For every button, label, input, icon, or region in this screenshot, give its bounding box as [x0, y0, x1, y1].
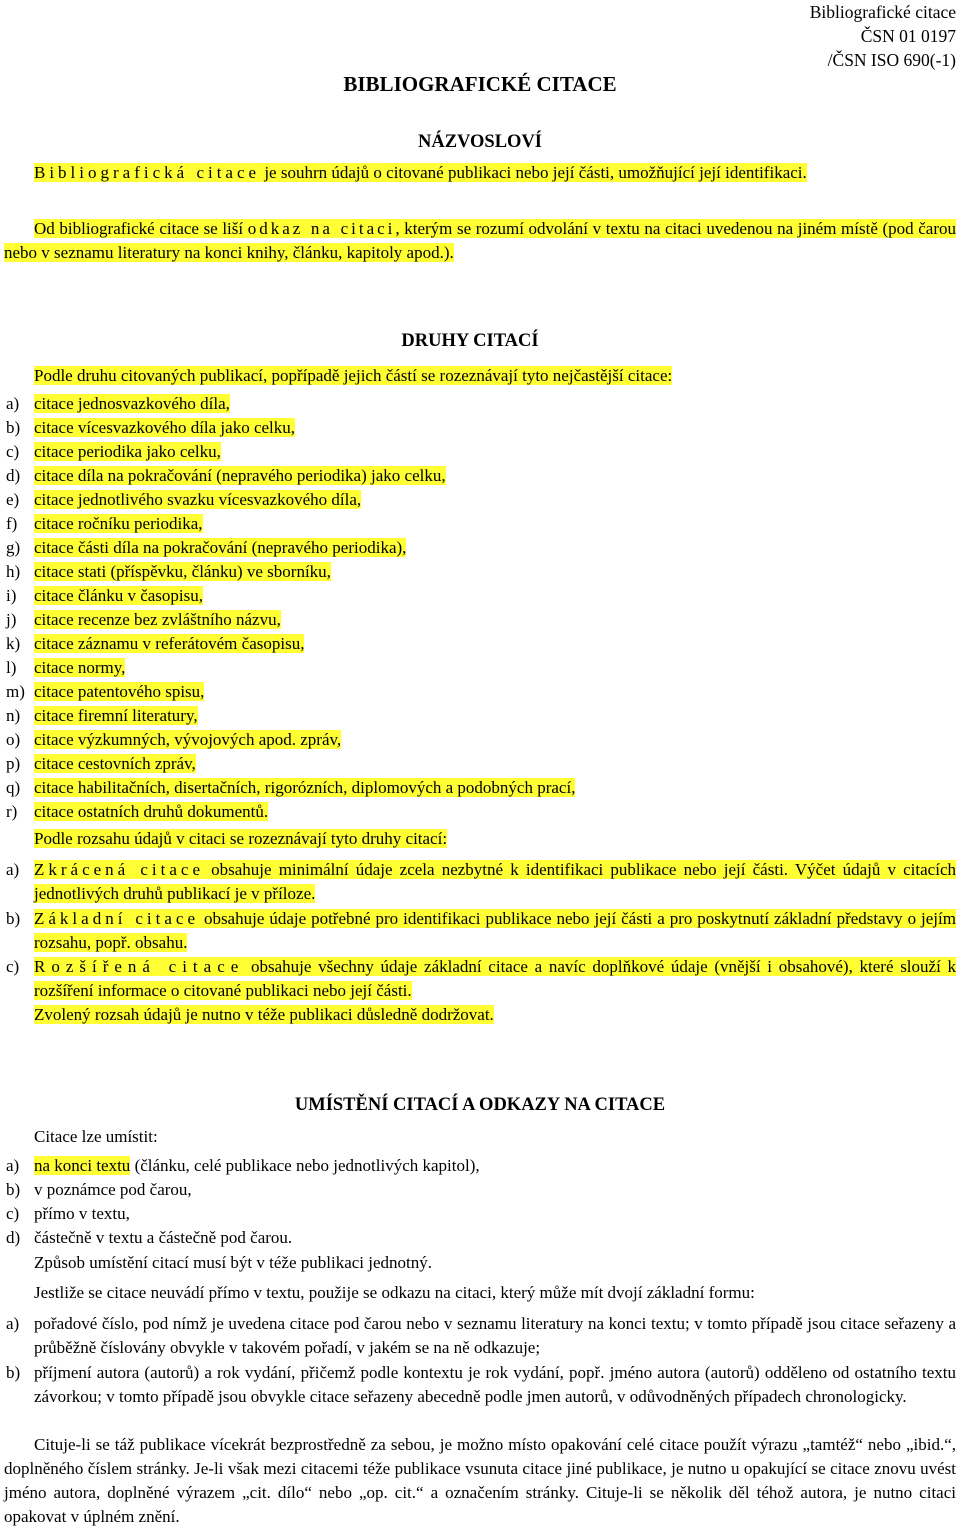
rozsah-item-rozsirena: c) Rozšířená citace obsahuje všechny údaje základní citace a navíc doplňkové údaje (vnější i obsahové), které slouží k rozšíření informace o citované publikaci nebo její části. — [6, 957, 956, 1000]
list-item: i) citace článku v časopisu, — [6, 586, 203, 605]
list-item: f) citace ročníku periodika, — [6, 514, 203, 533]
document-title: BIBLIOGRAFICKÉ CITACE — [343, 72, 617, 96]
term-zakladni-citace: Základní citace — [34, 909, 199, 928]
definition-paragraph — [4, 161, 956, 185]
final-paragraph: Cituje-li se táž publikace vícekrát bezprostředně za sebou, je možno místo opakování celé citace použít výrazu „tamtéž“ nebo „ibid.“, doplněného číslem stránky. Je-li však mezi citacemi téže publikace vsunuta citace jiné publikace, je nutno u opakující se citace znovu uvést jméno autora, doplněné výrazem „cit. dílo“ nebo „op. cit.“ a označením stránky. Cituje-li se několik děl téhož autora, je nutno citaci opakovat v úplném znění. — [4, 1435, 956, 1526]
list-item: d) citace díla na pokračování (nepravého periodika) jako celku, — [6, 466, 446, 485]
list-item: a) citace jednosvazkového díla, — [6, 394, 230, 413]
list-item: r) citace ostatních druhů dokumentů. — [6, 802, 269, 821]
definition-text: je souhrn údajů o citované publikaci nebo její části, umožňující její identifikaci. — [260, 163, 807, 182]
rozsah-intro: Podle rozsahu údajů v citaci se rozeznávají tyto druhy citací: — [34, 829, 448, 848]
list-item: e) citace jednotlivého svazku vícesvazkového díla, — [6, 490, 362, 509]
list-item: n) citace firemní literatury, — [6, 706, 198, 725]
list-item: a) na konci textu (článku, celé publikace nebo jednotlivých kapitol), — [6, 1156, 480, 1175]
list-item: m) citace patentového spisu, — [6, 682, 205, 701]
rozsah-note: Zvolený rozsah údajů je nutno v téže publikaci důsledně dodržovat. — [34, 1005, 494, 1024]
druhy-citaci-list — [6, 392, 575, 824]
header-line-1: Bibliografické citace — [809, 2, 956, 22]
term-odkaz-na-citaci: odkaz na citaci — [247, 219, 396, 238]
list-item: h) citace stati (příspěvku, článku) ve sborníku, — [6, 562, 331, 581]
section-heading-druhy-citaci: DRUHY CITACÍ — [401, 331, 539, 351]
rozsah-item-zkracena: a) Zkrácená citace obsahuje minimální údaje zcela nezbytné k identifikaci publikace nebo její části. Výčet údajů v citacích jednotlivých druhů publikací je v příloze. — [6, 860, 956, 903]
list-item: k) citace záznamu v referátovém časopisu, — [6, 634, 305, 653]
list-item: b) citace vícesvazkového díla jako celku, — [6, 418, 296, 437]
list-item: g) citace části díla na pokračování (nepravého periodika), — [6, 538, 407, 557]
odkaz-form-b: b) příjmení autora (autorů) a rok vydání, přičemž podle kontextu je rok vydání, popř. jméno autora (autorů) odděleno od ostatního textu závorkou; v tomto případě jsou obvykle citace seřazeny abecedně podle jmen autorů, v odůvodněných případech chronologicky. — [6, 1363, 956, 1406]
term-rozsirena-citace: Rozšířená citace — [34, 957, 245, 976]
umisteni-list — [6, 1154, 480, 1250]
header-line-3: /ČSN ISO 690(-1) — [827, 50, 956, 70]
umisteni-note: Způsob umístění citací musí být v téže publikaci jednotný. — [34, 1253, 433, 1272]
section-heading-nazvoslovi: NÁZVOSLOVÍ — [417, 132, 543, 152]
umisteni-intro: Citace lze umístit: — [34, 1127, 158, 1146]
list-item: q) citace habilitačních, disertačních, rigorózních, diplomových a podobných prací, — [6, 778, 576, 797]
rozsah-item-zakladni: b) Základní citace obsahuje údaje potřebné pro identifikaci publikace nebo její části a pro poskytnutí základní představy o jejím rozsahu, popř. obsahu. — [6, 909, 956, 952]
list-item: p) citace cestovních zpráv, — [6, 754, 196, 773]
odkaz-intro: Jestliže se citace neuvádí přímo v textu, použije se odkazu na citaci, který může mít dvojí základní formu: — [34, 1283, 755, 1302]
odkaz-prefix: Od bibliografické citace se liší — [34, 219, 248, 238]
odkaz-form-a: a) pořadové číslo, pod nímž je uvedena citace pod čarou nebo v seznamu literatury na konci textu; v tomto případě jsou citace seřazeny a průběžně číslovány obvykle v takovém pořadí, v jakém se na ně odkazuje; — [6, 1314, 956, 1357]
list-item: l) citace normy, — [6, 658, 126, 677]
list-item: d) částečně v textu a částečně pod čarou. — [6, 1228, 293, 1247]
list-item: b) v poznámce pod čarou, — [6, 1180, 192, 1199]
section-heading-umisteni: UMÍSTĚNÍ CITACÍ A ODKAZY NA CITACE — [294, 1095, 666, 1115]
term-bibliograficka-citace: Bibliografická citace — [34, 163, 261, 182]
list-item: o) citace výzkumných, vývojových apod. zpráv, — [6, 730, 342, 749]
druhy-intro: Podle druhu citovaných publikací, popřípadě jejich částí se rozeznávají tyto nejčastější citace: — [34, 366, 673, 385]
odkaz-paragraph — [4, 217, 956, 265]
list-item: j) citace recenze bez zvláštního názvu, — [6, 610, 281, 629]
document-header — [810, 0, 956, 72]
odkaz-text: , kterým se rozumí odvolání v textu na citaci uvedenou na jiném místě (pod čarou nebo v seznamu literatury na konci knihy, článku, kapitoly apod.). — [4, 219, 956, 262]
list-item: c) přímo v textu, — [6, 1204, 130, 1223]
list-item: c) citace periodika jako celku, — [6, 442, 221, 461]
term-zkracena-citace: Zkrácená citace — [34, 860, 204, 879]
header-line-2: ČSN 01 0197 — [860, 26, 956, 46]
